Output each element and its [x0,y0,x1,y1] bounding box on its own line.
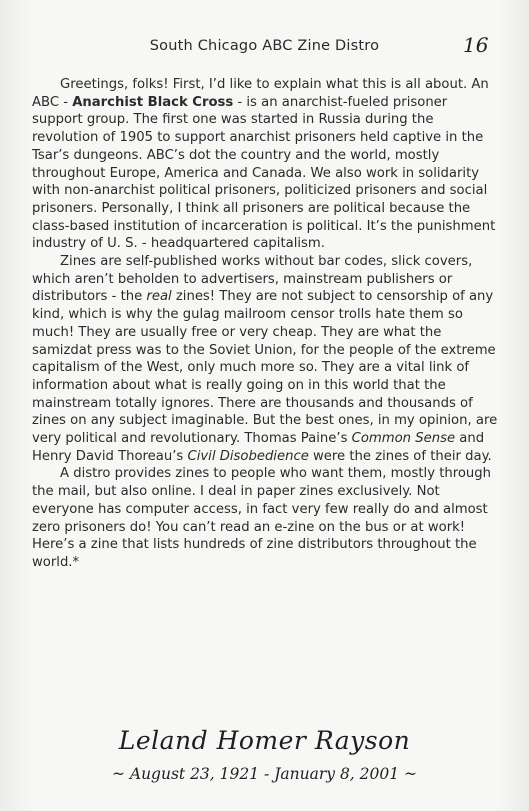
italic-common-sense: Common Sense [351,431,456,447]
paragraph-2: Zines are self-published works without bar codes, slick covers, which aren’t beholden to advertisers, mainstream publishers or distributors - the real zines! They are not subject to censorship of any kind, which is why the gulag mailroom censor trolls hate them so much! They are usually free or very cheap. They are what the samizdat press was to the Soviet Union, for the people of the extreme capitalism of the West, only much more so. They are a vital link of information about what is really going on in this world that the mainstream totally ignores. There are thousands and thousands of zines on any subject imaginable. But the best ones, in my opinion, are very political and revolutionary. Thomas Paine’s Common Sense and Henry David Thoreau’s Civil Disobedience were the zines of their day. [32,254,498,464]
signature-name: Leland Homer Rayson [118,726,411,755]
page-header-title: South Chicago ABC Zine Distro [149,38,380,54]
italic-civil-disobedience: Civil Disobedience [187,448,309,464]
paragraph-1: Greetings, folks! First, I’d like to explain what this is all about. An ABC - Anarchist Black Cross - is an anarchist-fueled prisoner support group. The first one was started in Russia during the revolution of 1905 to support anarchist prisoners held captive in the Tsar’s dungeons. ABC’s dot the country and the world, mostly throughout Europe, America and Canada. We also work in solidarity with non-anarchist political prisoners, politicized prisoners and social prisoners. Personally, I think all prisoners are political because the class-based institution of incarceration is political. It’s the punishment industry of U. S. - headquartered capitalism. [32,77,496,252]
article-body [32,76,502,572]
bold-term: Anarchist Black Cross [72,94,234,110]
signature-dates: ~ August 23, 1921 - January 8, 2001 ~ [111,765,418,783]
page-number: 16 [463,33,489,57]
italic-real: real [146,289,172,305]
paragraph-3: A distro provides zines to people who want them, mostly through the mail, but also online. I deal in paper zines exclusively. Not everyone has computer access, in fact very few really do and almost zero prisoners do! You can’t read an e-zine on the bus or at work! Here’s a zine that lists hundreds of zine distributors throughout the world.* [32,466,492,570]
